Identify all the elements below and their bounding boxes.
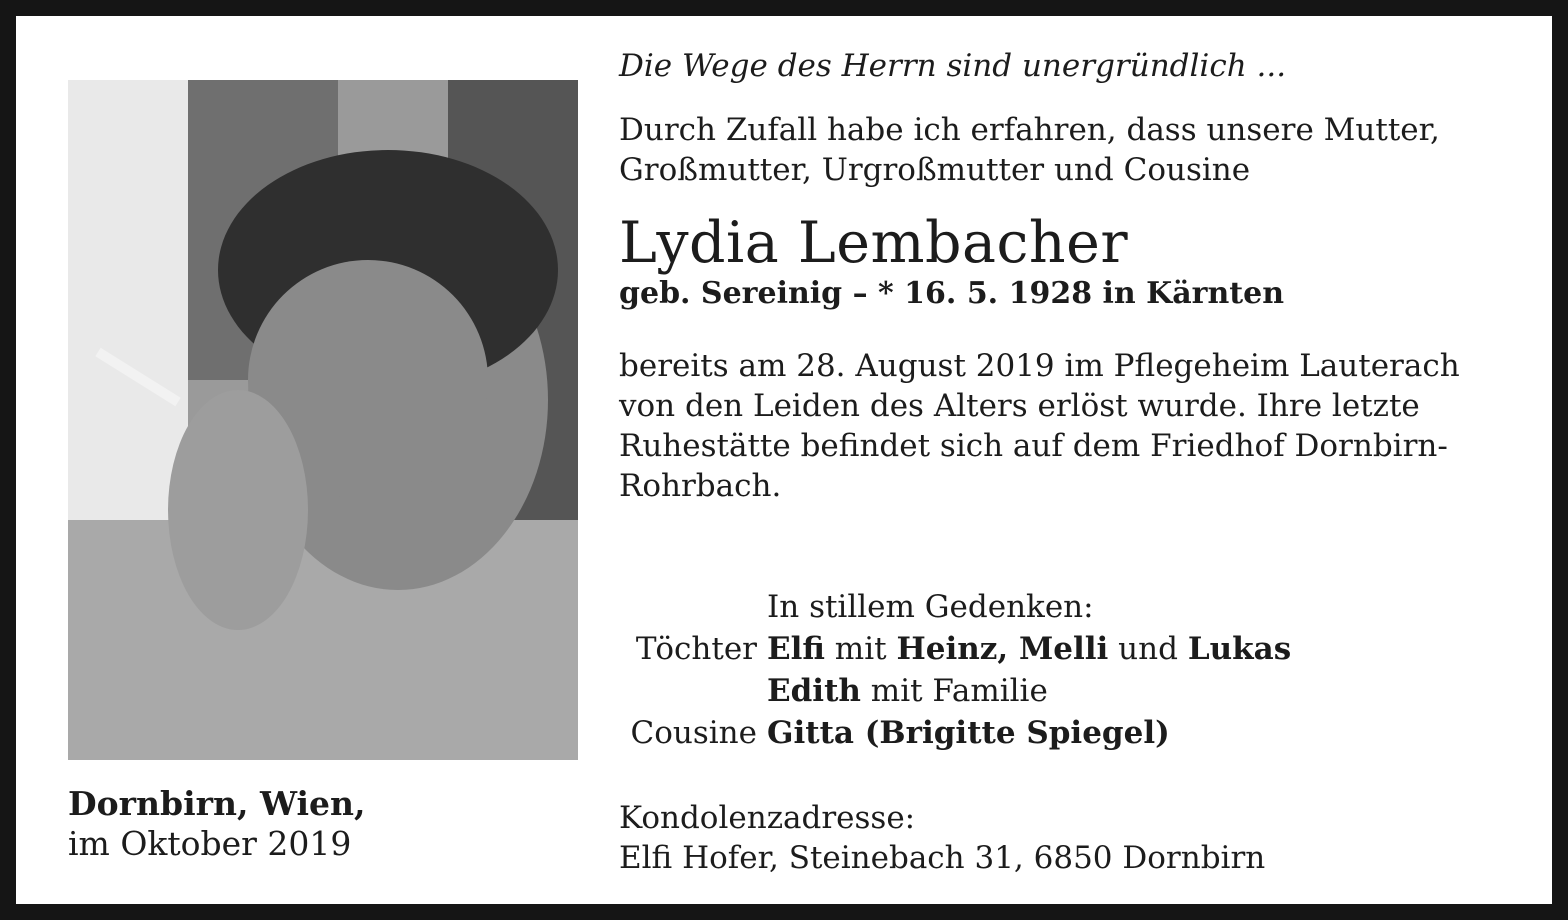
daughters-label: Töchter — [635, 631, 757, 667]
motto: Die Wege des Herrn sind unergründlich ... — [619, 48, 1287, 84]
body-text — [619, 346, 1509, 506]
cousin-name: Gitta (Brigitte Spiegel) — [767, 715, 1170, 751]
in-memory-section — [619, 586, 1519, 754]
place-and-date — [68, 784, 365, 864]
place-date: im Oktober 2019 — [68, 824, 352, 863]
portrait-photo — [68, 80, 578, 760]
address-value: Elfi Hofer, Steinebach 31, 6850 Dornbirn — [619, 840, 1266, 876]
intro-line: Großmutter, Urgroßmutter und Cousine — [619, 152, 1251, 188]
birth-info: geb. Sereinig – * 16. 5. 1928 in Kärnten — [619, 276, 1285, 311]
memory-heading: In stillem Gedenken: — [767, 589, 1094, 625]
deceased-name: Lydia Lembacher — [619, 210, 1129, 276]
address-label: Kondolenzadresse: — [619, 800, 916, 836]
body-line: Ruhestätte befindet sich auf dem Friedhof Dornbirn- — [619, 428, 1448, 464]
cousin-label: Cousine — [630, 715, 757, 751]
portrait-photo-icon — [68, 80, 578, 760]
daughter-line-1: Elfi mit Heinz, Melli und Lukas — [767, 631, 1292, 667]
daughter-line-2: Edith mit Familie — [767, 673, 1048, 709]
obituary-text — [619, 44, 1519, 506]
body-line: Rohrbach. — [619, 468, 782, 504]
intro-line: Durch Zufall habe ich erfahren, dass unsere Mutter, — [619, 112, 1440, 148]
body-line: bereits am 28. August 2019 im Pflegeheim Lauterach — [619, 348, 1460, 384]
place-city: Dornbirn, Wien, — [68, 784, 366, 823]
intro-text — [619, 110, 1519, 190]
condolence-address — [619, 798, 1265, 878]
body-line: von den Leiden des Alters erlöst wurde. Ihre letzte — [619, 388, 1420, 424]
